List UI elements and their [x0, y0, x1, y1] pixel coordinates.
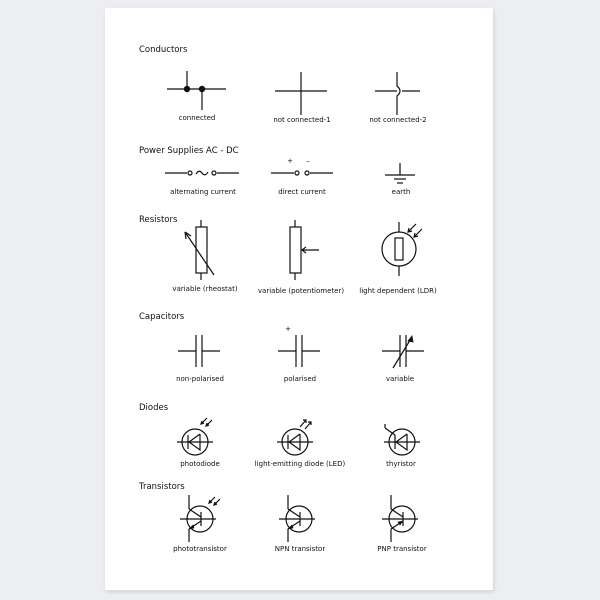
section-heading-diodes: Diodes — [139, 403, 169, 413]
ac-supply-icon — [165, 166, 241, 180]
thyristor-icon — [380, 416, 430, 458]
label-connected: connected — [178, 114, 216, 122]
label-phototransistor: phototransistor — [173, 545, 227, 553]
label-potentiometer: variable (potentiometer) — [257, 287, 345, 295]
section-heading-capacitors: Capacitors — [139, 312, 185, 322]
section-heading-transistors: Transistors — [139, 482, 185, 492]
potentiometer-icon — [287, 220, 327, 284]
section-heading-resistors: Resistors — [139, 215, 178, 225]
label-ldr: light dependent (LDR) — [359, 287, 437, 295]
dc-supply-icon — [271, 166, 335, 180]
led-icon — [275, 416, 335, 458]
dc-negative-mark: – — [306, 157, 310, 165]
label-polarised: polarised — [283, 375, 317, 383]
label-npn-transistor: NPN transistor — [274, 545, 326, 553]
section-heading-power-supplies: Power Supplies AC - DC — [139, 146, 239, 156]
label-photodiode: photodiode — [180, 460, 220, 468]
label-led: light-emitting diode (LED) — [254, 460, 346, 468]
section-heading-conductors: Conductors — [139, 45, 188, 55]
label-earth: earth — [391, 188, 411, 196]
label-pnp-transistor: PNP transistor — [377, 545, 427, 553]
phototransistor-icon — [180, 495, 240, 545]
label-not-connected-1: not connected-1 — [273, 116, 331, 124]
rheostat-icon — [183, 220, 223, 284]
earth-ground-icon — [385, 163, 417, 185]
label-alternating-current: alternating current — [170, 188, 236, 196]
ldr-icon — [379, 222, 439, 286]
symbols-poster — [105, 8, 493, 590]
hop-over-wires-icon — [375, 72, 421, 117]
label-variable-capacitor: variable — [385, 375, 415, 383]
label-thyristor: thyristor — [386, 460, 416, 468]
crossing-wires-icon — [275, 72, 329, 117]
polarised-positive-mark: + — [285, 325, 291, 333]
polarised-capacitor-icon — [278, 335, 322, 371]
label-rheostat: variable (rheostat) — [172, 285, 238, 293]
dc-positive-mark: + — [287, 157, 293, 165]
photodiode-icon — [175, 416, 235, 458]
pnp-transistor-icon — [382, 495, 432, 545]
capacitor-icon — [178, 335, 222, 371]
label-direct-current: direct current — [278, 188, 326, 196]
variable-capacitor-icon — [382, 335, 426, 371]
label-not-connected-2: not connected-2 — [369, 116, 427, 124]
npn-transistor-icon — [279, 495, 329, 545]
label-non-polarised: non-polarised — [176, 375, 224, 383]
